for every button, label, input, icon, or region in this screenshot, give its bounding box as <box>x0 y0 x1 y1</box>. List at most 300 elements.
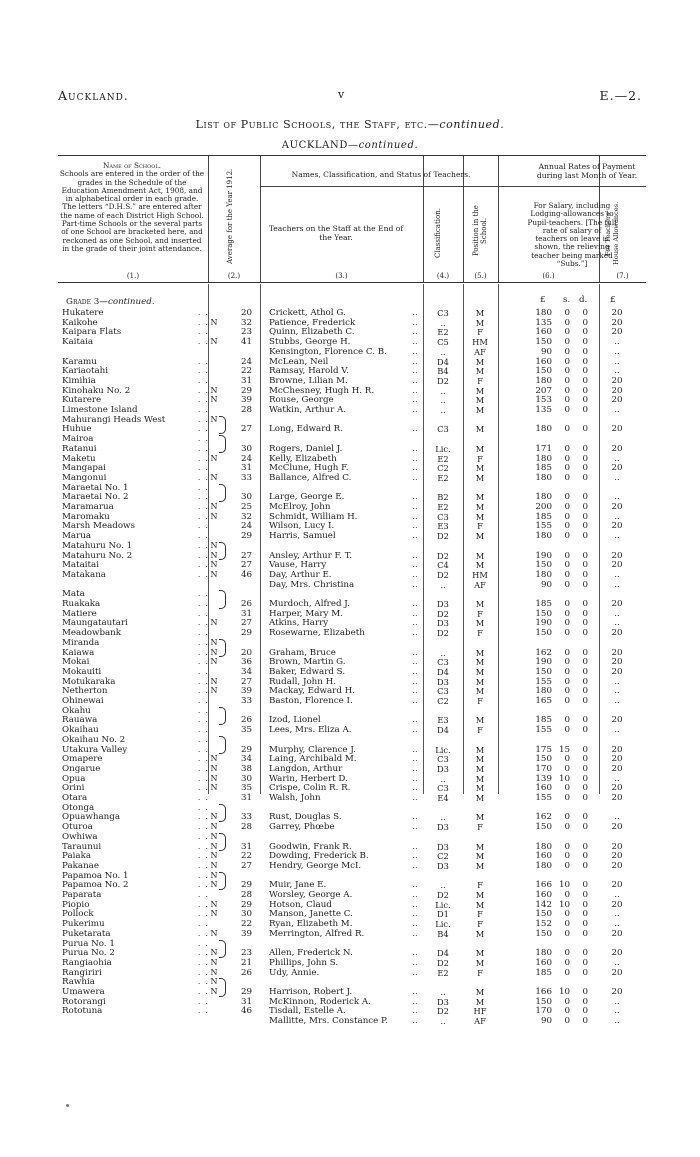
salary <box>530 715 588 725</box>
school-leader: . . <box>197 831 209 842</box>
teacher-name: Long, Edward R. <box>269 424 343 435</box>
school-name: Mata <box>62 589 85 600</box>
page-speck <box>66 1104 69 1107</box>
salary-pounds: 180 <box>535 841 552 852</box>
classification: D3 <box>437 618 449 629</box>
salary-pence: 0 <box>582 948 588 959</box>
native-marker: N <box>210 550 218 560</box>
school-bracket <box>219 978 226 996</box>
average-attendance: 21 <box>240 957 252 968</box>
school-leader: . . <box>197 822 209 833</box>
average-attendance: 26 <box>240 967 252 978</box>
house-allowance: 20 <box>611 385 623 396</box>
salary-pence: 0 <box>582 618 588 629</box>
salary-shillings: 15 <box>558 744 570 755</box>
salary-shillings: 0 <box>564 841 570 852</box>
teacher-leader: .. <box>412 569 418 580</box>
salary-pence: 0 <box>582 405 588 415</box>
salary-pounds: 180 <box>535 472 552 483</box>
native-marker: N <box>210 841 218 851</box>
salary <box>530 657 588 667</box>
position: M <box>475 686 485 697</box>
average-attendance: 27 <box>240 560 252 571</box>
table-body <box>58 284 646 1027</box>
position: M <box>475 560 485 571</box>
teacher-name: Watkin, Arthur A. <box>269 405 347 415</box>
table-row <box>58 803 646 813</box>
salary-pence: 0 <box>582 453 588 464</box>
native-marker: N <box>210 647 218 657</box>
salary <box>530 521 588 531</box>
teacher-leader: .. <box>412 783 418 794</box>
currency-row <box>58 295 646 305</box>
salary-shillings: 0 <box>564 453 570 464</box>
salary-pence: 0 <box>582 511 588 522</box>
house-allowance: .. <box>614 472 620 483</box>
native-marker: N <box>210 676 218 686</box>
teacher-leader: .. <box>412 967 418 978</box>
average-attendance: 28 <box>240 822 252 833</box>
salary <box>530 444 588 454</box>
salary-pounds: 142 <box>535 899 552 910</box>
table-row <box>58 997 646 1007</box>
salary-shillings: 0 <box>564 647 570 658</box>
school-name: Mahurangi Heads West <box>62 414 166 425</box>
average-attendance: 28 <box>240 890 252 900</box>
salary <box>530 628 588 638</box>
average-attendance: 22 <box>240 919 252 930</box>
native-marker: N <box>210 812 218 822</box>
teacher-name: Baston, Florence I. <box>269 696 353 706</box>
salary-pounds: 190 <box>535 550 552 561</box>
salary-shillings: 0 <box>564 511 570 522</box>
average-attendance: 32 <box>240 317 252 328</box>
position: M <box>475 472 485 483</box>
average-attendance: 29 <box>240 744 252 755</box>
school-leader: . . <box>197 909 209 920</box>
school-bracket <box>219 484 226 502</box>
salary-shillings: 0 <box>564 463 570 474</box>
table-row <box>58 735 646 745</box>
position: M <box>475 531 485 542</box>
salary-shillings: 0 <box>564 676 570 687</box>
teacher-leader: .. <box>412 424 418 435</box>
classification-column-header: Classification. <box>434 208 442 258</box>
school-name: Maraetai No. 1 <box>62 482 129 493</box>
teacher-name: Ballance, Alfred C. <box>269 472 352 483</box>
position: M <box>475 385 485 396</box>
position: M <box>475 851 485 862</box>
school-leader: . . <box>197 793 209 803</box>
salary <box>530 560 588 570</box>
table-row <box>58 415 646 425</box>
salary-pence: 0 <box>582 851 588 862</box>
position: M <box>475 356 485 367</box>
house-allowance: 20 <box>611 967 623 978</box>
school-name: Rototuna <box>62 1006 103 1017</box>
teacher-name: Hendry, George McI. <box>269 860 362 871</box>
house-allowance: .. <box>614 686 620 697</box>
salary-shillings: 0 <box>564 928 570 939</box>
salary-pence: 0 <box>582 957 588 968</box>
school-name: Purua No. 1 <box>62 938 115 949</box>
salary-pounds: 90 <box>540 1016 552 1027</box>
salary-shillings: 0 <box>564 521 570 532</box>
salary-shillings: 10 <box>558 773 570 784</box>
salary-shillings: 0 <box>564 531 570 542</box>
teacher-name: Merrington, Alfred R. <box>269 928 365 939</box>
school-leader: . . <box>197 734 209 745</box>
table-row <box>58 483 646 493</box>
salary-pounds: 160 <box>535 327 552 338</box>
teacher-leader: .. <box>412 550 418 561</box>
classification: E2 <box>437 472 449 483</box>
school-leader: . . <box>197 628 209 639</box>
school-leader: . . <box>197 395 209 406</box>
classification: C2 <box>437 463 449 474</box>
table-row <box>58 871 646 881</box>
school-name: Pakanae <box>62 860 99 871</box>
salary-pence: 0 <box>582 550 588 561</box>
salary-pounds: 150 <box>535 666 552 677</box>
native-marker: N <box>210 511 218 521</box>
running-header-right: E.—2. <box>599 88 642 103</box>
salary-shillings: 0 <box>564 725 570 736</box>
classification: D1 <box>437 909 449 920</box>
classification: D4 <box>437 948 449 959</box>
teacher-leader: .. <box>412 763 418 774</box>
teacher-leader: .. <box>412 890 418 900</box>
school-leader: . . <box>197 744 209 755</box>
salary <box>530 677 588 687</box>
school-name: Puketarata <box>62 928 111 939</box>
salary <box>530 745 588 755</box>
classification: D2 <box>437 375 449 386</box>
school-leader: . . <box>197 317 209 328</box>
teacher-leader: .. <box>412 628 418 639</box>
salary-pence: 0 <box>582 1016 588 1027</box>
school-name: Kaiawa <box>62 647 95 658</box>
salary-shillings: 0 <box>564 492 570 503</box>
school-leader: . . <box>197 725 209 736</box>
salary-shillings: 0 <box>564 472 570 483</box>
title-suffix: —continued. <box>427 118 505 131</box>
salary-shillings: 0 <box>564 686 570 697</box>
native-marker: N <box>210 957 218 967</box>
classification: C3 <box>437 657 449 668</box>
teacher-leader: .. <box>412 657 418 668</box>
school-leader: . . <box>197 550 209 561</box>
salary <box>530 909 588 919</box>
native-marker: N <box>210 754 218 764</box>
salary-shillings: 0 <box>564 851 570 862</box>
col-num-2: (2.) <box>227 272 241 280</box>
school-bracket <box>219 804 226 822</box>
table-row <box>58 880 646 890</box>
salary <box>530 774 588 784</box>
classification: .. <box>440 812 446 823</box>
position-column-header: Position in the School. <box>472 205 488 257</box>
school-name: Rangiriri <box>62 967 102 978</box>
house-allowance: 20 <box>611 560 623 571</box>
school-bracket <box>219 872 226 890</box>
school-leader: . . <box>197 676 209 687</box>
house-allowance: .. <box>614 405 620 415</box>
native-marker: N <box>210 763 218 773</box>
school-bracket <box>219 833 226 851</box>
classification: .. <box>440 346 446 357</box>
school-leader: . . <box>197 327 209 338</box>
school-name: Mangonui <box>62 472 107 483</box>
average-attendance: 31 <box>240 375 252 386</box>
salary-pounds: 155 <box>535 676 552 687</box>
school-name: Papamoa No. 1 <box>62 870 129 881</box>
school-leader: . . <box>197 1006 209 1017</box>
teacher-name: Murdoch, Alfred J. <box>269 599 350 609</box>
teacher-name: Worsley, George A. <box>269 890 353 900</box>
native-marker: N <box>210 560 218 570</box>
salary-pence: 0 <box>582 356 588 367</box>
salary-pounds: 160 <box>535 851 552 862</box>
salary-pence: 0 <box>582 327 588 338</box>
teacher-name: Day, Mrs. Christina <box>269 579 355 590</box>
classification: E4 <box>437 793 449 803</box>
table-row <box>58 793 646 803</box>
school-leader: . . <box>197 337 209 348</box>
salary-pounds: 150 <box>535 928 552 939</box>
salary-shillings: 0 <box>564 793 570 803</box>
native-marker: N <box>210 618 218 628</box>
teacher-leader: .. <box>412 385 418 396</box>
school-name: Okaihau <box>62 725 99 736</box>
salary-pounds: 155 <box>535 793 552 803</box>
teacher-name: Tisdall, Estelle A. <box>269 1006 346 1017</box>
native-marker: N <box>210 569 218 579</box>
classification: C2 <box>437 696 449 706</box>
school-leader: . . <box>197 308 209 318</box>
average-attendance: 46 <box>240 1006 252 1017</box>
teacher-name: Goodwin, Frank R. <box>269 841 352 852</box>
classification: D4 <box>437 725 449 736</box>
average-attendance: 31 <box>240 841 252 852</box>
salary-shillings: 0 <box>564 715 570 726</box>
salary-pounds: 180 <box>535 531 552 542</box>
average-attendance: 24 <box>240 356 252 367</box>
house-allowance: .. <box>614 453 620 464</box>
table-row <box>58 764 646 774</box>
position: F <box>477 608 483 619</box>
salary-pence: 0 <box>582 754 588 765</box>
native-marker: N <box>210 395 218 405</box>
salary-shillings: 0 <box>564 909 570 920</box>
salary-pence: 0 <box>582 308 588 318</box>
teacher-name: Crispe, Colin R. R. <box>269 783 351 794</box>
salary <box>530 929 588 939</box>
school-name: Kaitaia <box>62 337 94 348</box>
school-name: Taraunui <box>62 841 102 852</box>
school-name: Kutarere <box>62 395 102 406</box>
average-attendance: 31 <box>240 608 252 619</box>
school-name: Miranda <box>62 637 100 648</box>
classification: C3 <box>437 424 449 435</box>
school-leader: . . <box>197 375 209 386</box>
school-leader: . . <box>197 890 209 900</box>
position: F <box>477 725 483 736</box>
salary-pounds: 180 <box>535 948 552 959</box>
salary <box>530 492 588 502</box>
teacher-name: Izod, Lionel <box>269 715 321 726</box>
teacher-leader: .. <box>412 880 418 891</box>
house-allowance: 20 <box>611 987 623 997</box>
teacher-leader: .. <box>412 899 418 910</box>
teacher-name: Rosewarne, Elizabeth <box>269 628 365 639</box>
position: M <box>475 550 485 561</box>
salary-pence: 0 <box>582 783 588 794</box>
salary-pounds: 166 <box>535 987 552 997</box>
salary-shillings: 0 <box>564 657 570 668</box>
salary <box>530 822 588 832</box>
position: M <box>475 754 485 765</box>
teacher-leader: .. <box>412 647 418 658</box>
classification: C3 <box>437 308 449 318</box>
house-allowance: .. <box>614 773 620 784</box>
school-name: Motukaraka <box>62 676 116 687</box>
table-row <box>58 1016 646 1026</box>
teacher-name: Langdon, Arthur <box>269 763 343 774</box>
salary <box>530 366 588 376</box>
position: M <box>475 744 485 755</box>
classification: E2 <box>437 327 449 338</box>
teacher-name: Lees, Mrs. Eliza A. <box>269 725 352 736</box>
teacher-name: Ramsay, Harold V. <box>269 366 349 377</box>
position: M <box>475 860 485 871</box>
school-leader: . . <box>197 405 209 415</box>
school-leader: . . <box>197 880 209 891</box>
teacher-leader: .. <box>412 511 418 522</box>
house-allowance: .. <box>614 919 620 930</box>
average-attendance: 27 <box>240 550 252 561</box>
house-allowance: .. <box>614 676 620 687</box>
school-leader: . . <box>197 948 209 959</box>
classification: Lic. <box>435 899 451 910</box>
salary-shillings: 0 <box>564 569 570 580</box>
position: M <box>475 957 485 968</box>
school-leader: . . <box>197 802 209 813</box>
teacher-name: Vause, Harry <box>269 560 327 571</box>
average-attendance: 34 <box>240 666 252 677</box>
school-name: Piopio <box>62 899 90 910</box>
classification: D3 <box>437 763 449 774</box>
school-leader: . . <box>197 928 209 939</box>
salary-pence: 0 <box>582 909 588 920</box>
salary-pence: 0 <box>582 744 588 755</box>
school-name: Mairoa <box>62 434 94 445</box>
salary-pence: 0 <box>582 502 588 512</box>
school-name: Rawhia <box>62 977 95 988</box>
native-marker: N <box>210 686 218 696</box>
school-bracket <box>219 736 226 754</box>
table-row <box>58 774 646 784</box>
school-column-description: Schools are entered in the order of the grades in the Schedule of the Education Amendment Act, 1908, and in alphabetical order in each grade. The letters “D.H.S.” are entered after the name of each District High School. Part-time Schools or the several parts of one School are bracketed here, and reckoned as one School, and inserted in the grade of their joint attendance. <box>59 169 205 253</box>
house-allowance: 20 <box>611 899 623 910</box>
classification: E2 <box>437 967 449 978</box>
salary <box>530 919 588 929</box>
salary-pounds: 150 <box>535 337 552 348</box>
school-name: Matakana <box>62 569 106 580</box>
school-bracket <box>219 940 226 958</box>
position: F <box>477 327 483 338</box>
salary-pounds: 180 <box>535 375 552 386</box>
house-allowance: 20 <box>611 666 623 677</box>
table-row <box>58 842 646 852</box>
teacher-leader: .. <box>412 666 418 677</box>
average-attendance: 39 <box>240 686 252 697</box>
salary <box>530 812 588 822</box>
house-allowance: .. <box>614 346 620 357</box>
table-row <box>58 521 646 531</box>
average-attendance: 31 <box>240 463 252 474</box>
table-row <box>58 347 646 357</box>
school-leader: . . <box>197 502 209 512</box>
school-bracket <box>219 590 226 608</box>
school-name: Kinohaku No. 2 <box>62 385 131 396</box>
teacher-leader: .. <box>412 773 418 784</box>
school-name: Otonga <box>62 802 95 813</box>
average-attendance: 29 <box>240 899 252 910</box>
classification: E2 <box>437 502 449 512</box>
teacher-leader: .. <box>412 405 418 415</box>
table-row <box>58 706 646 716</box>
school-leader: . . <box>197 987 209 997</box>
house-allowance: .. <box>614 957 620 968</box>
average-attendance: 35 <box>240 783 252 794</box>
position: AF <box>474 1016 486 1027</box>
school-leader: . . <box>197 783 209 794</box>
salary <box>530 318 588 328</box>
classification: D3 <box>437 599 449 609</box>
house-allowance: 20 <box>611 822 623 833</box>
teacher-leader: .. <box>412 987 418 997</box>
salary-pounds: 150 <box>535 628 552 639</box>
position: M <box>475 841 485 852</box>
salary-pounds: 155 <box>535 521 552 532</box>
position: AF <box>474 579 486 590</box>
school-leader: . . <box>197 715 209 726</box>
table-row <box>58 900 646 910</box>
teacher-leader: .. <box>412 1006 418 1017</box>
native-marker: N <box>210 317 218 327</box>
salary-pence: 0 <box>582 608 588 619</box>
salary-pence: 0 <box>582 996 588 1007</box>
teacher-name: Harris, Samuel <box>269 531 336 542</box>
school-leader: . . <box>197 899 209 910</box>
salary-pounds: 180 <box>535 492 552 503</box>
position: M <box>475 463 485 474</box>
salary-pence: 0 <box>582 346 588 357</box>
table-row <box>58 696 646 706</box>
average-attendance: 22 <box>240 851 252 862</box>
school-name: Marua <box>62 531 92 542</box>
table-row <box>58 560 646 570</box>
salary <box>530 580 588 590</box>
table-row <box>58 357 646 367</box>
teacher-name: Muir, Jane E. <box>269 880 327 891</box>
teacher-name: Warin, Herbert D. <box>269 773 348 784</box>
position: F <box>477 919 483 930</box>
school-name: Papamoa No. 2 <box>62 880 129 891</box>
salary-shillings: 0 <box>564 308 570 318</box>
table-row <box>58 667 646 677</box>
